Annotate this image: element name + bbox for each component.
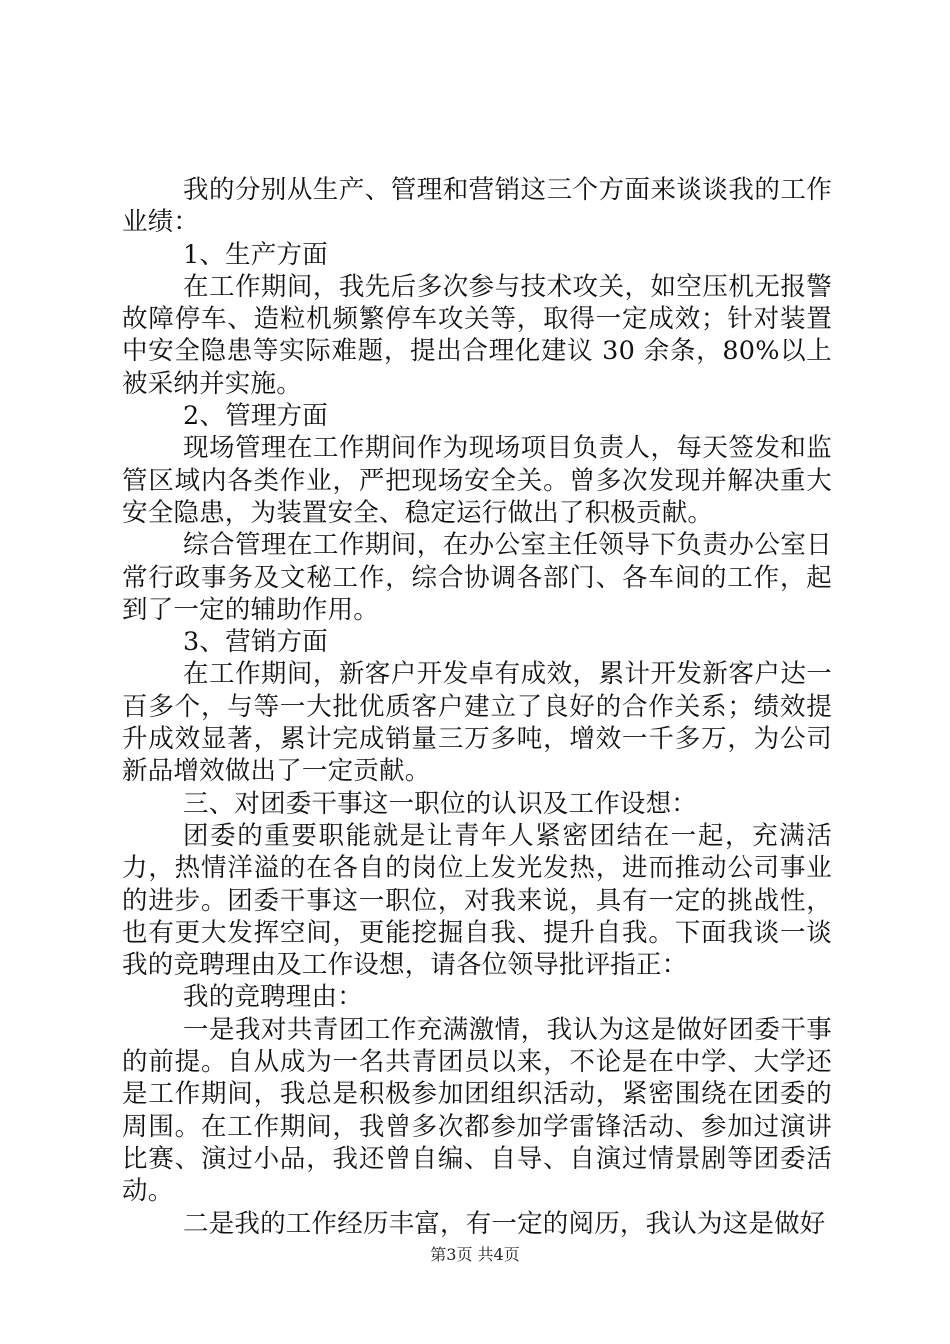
paragraph-reason-two: 二是我的工作经历丰富，有一定的阅历，我认为这是做好 (183, 1208, 826, 1239)
paragraph-marketing: 在工作期间，新客户开发卓有成效，累计开发新客户达一百多个，与等一大批优质客户建立了良好的合作关系；绩效提升成效显著，累计完成销量三万多吨，增效一千多万，为公司新品增效做出了一定贡献。 (122, 659, 832, 787)
paragraph-intro: 我的分别从生产、管理和营销这三个方面来谈谈我的工作业绩： (122, 175, 832, 238)
subheading-reasons: 我的竞聘理由： (183, 982, 363, 1013)
section-heading-marketing: 3、营销方面 (183, 627, 328, 658)
section-heading-position: 三、对团委干事这一职位的认识及工作设想： (183, 788, 698, 819)
paragraph-general-management: 综合管理在工作期间，在办公室主任领导下负责办公室日常行政事务及文秘工作，综合协调各部门、各车间的工作，起到了一定的辅助作用。 (122, 530, 832, 625)
document-body (122, 174, 832, 1240)
paragraph-production: 在工作期间，我先后多次参与技术攻关，如空压机无报警故障停车、造粒机频繁停车攻关等，取得一定成效；针对装置中安全隐患等实际难题，提出合理化建议 30 余条，80%以上被采纳并实施。 (122, 271, 832, 399)
paragraph-position: 团委的重要职能就是让青年人紧密团结在一起，充满活力，热情洋溢的在各自的岗位上发光发热，进而推动公司事业的进步。团委干事这一职位，对我来说，具有一定的挑战性，也有更大发挥空间，更能挖掘自我、提升自我。下面我谈一谈我的竞聘理由及工作设想，请各位领导批评指正： (122, 820, 832, 981)
page-footer (0, 1245, 950, 1265)
section-heading-production: 1、生产方面 (183, 239, 328, 270)
page-number: 第3页 共4页 (430, 1245, 520, 1264)
paragraph-reason-one: 一是我对共青团工作充满激情，我认为这是做好团委干事的前提。自从成为一名共青团员以来，不论是在中学、大学还是工作期间，我总是积极参加团组织活动，紧密围绕在团委的周围。在工作期间，我曾多次都参加学雷锋活动、参加过演讲比赛、演过小品，我还曾自编、自导、自演过情景剧等团委活动。 (122, 1014, 832, 1207)
paragraph-site-management: 现场管理在工作期间作为现场项目负责人，每天签发和监管区域内各类作业，严把现场安全关。曾多次发现并解决重大安全隐患，为装置安全、稳定运行做出了积极贡献。 (122, 433, 832, 528)
section-heading-management: 2、管理方面 (183, 401, 328, 432)
